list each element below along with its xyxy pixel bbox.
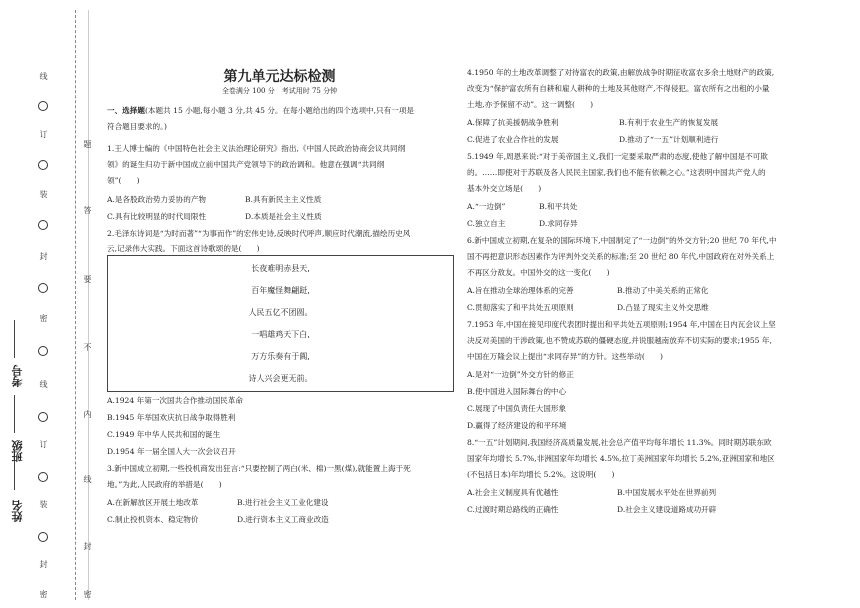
q3-option-d[interactable]: D.进行资本主义工商业改造 (237, 515, 329, 524)
poem-line: 万方乐奏有于阗, (251, 352, 310, 361)
binding-char: 装 (39, 190, 48, 198)
page-subtitle: 全卷满分 100 分 考试用时 75 分钟 (221, 87, 338, 95)
q4-option-a[interactable]: A.保障了抗美援朝战争胜利 (467, 118, 559, 127)
q1-option-d[interactable]: D.本质是社会主义性质 (245, 212, 322, 221)
binding-char: 封 (83, 542, 92, 550)
binding-char: 订 (39, 130, 48, 138)
binding-char: 线 (39, 380, 48, 388)
q5-stem: 基本外交立场是( ) (467, 184, 542, 193)
binding-char: 封 (39, 560, 48, 568)
q3-option-a[interactable]: A.在新解放区开展土地改革 (107, 498, 199, 507)
q5-stem: 的。……即使对于苏联及各人民民主国家,我们也不能有依赖之心。”这表明中国共产党人的 (467, 168, 766, 177)
binding-hole (38, 472, 48, 482)
q4-option-c[interactable]: C.促进了农业合作社的发展 (467, 135, 559, 144)
poem-line: 长夜难明赤县天, (251, 264, 310, 273)
binding-dashed-line (75, 10, 76, 600)
q8-option-a[interactable]: A.社会主义制度具有优越性 (467, 488, 559, 497)
binding-char: 装 (39, 500, 48, 508)
q2-option-c[interactable]: C.1949 年中华人民共和国的诞生 (107, 430, 221, 439)
q1-option-c[interactable]: C.具有比较明显的时代局限性 (107, 212, 207, 221)
page-title: 第九单元达标检测 (223, 69, 336, 85)
binding-margin (0, 0, 90, 608)
q4-option-b[interactable]: B.有利于农业生产的恢复发展 (619, 118, 719, 127)
section-intro-text: (本题共 15 小题,每小题 3 分,共 45 分。在每小题给出的四个选项中,只有一项是 (144, 106, 415, 115)
name-field-label: 姓名 (11, 500, 24, 522)
q8-stem: (不包括日本)年均增长 5.2%。这说明( ) (467, 470, 615, 479)
q1-option-b[interactable]: B.具有新民主主义性质 (245, 195, 322, 204)
q5-option-a[interactable]: A.“一边倒” (467, 202, 506, 211)
q4-stem: 改变为“保护富农所有自耕和雇人耕种的土地及其他财产,不得侵犯。富农所有之出租的小量 (467, 84, 770, 93)
q7-option-d[interactable]: D.赢得了经济建设的和平环境 (467, 421, 567, 430)
q8-option-b[interactable]: B.中国发展水平处在世界前列 (617, 488, 717, 497)
section-intro-line2: 符合题目要求的。) (107, 122, 167, 131)
q6-option-d[interactable]: D.凸显了现实主义外交思维 (617, 303, 709, 312)
q4-stem: 土地,亦予保留不动”。这一调整( ) (467, 100, 594, 109)
q8-stem: 8.“一五”计划期间,我国经济高质量发展,社会总产值平均每年增长 11.3%。同时期苏联东欧 (467, 438, 772, 447)
q1-stem: 领》的诞生归功于新中国成立前中国共产党领导下的政治调和。他意在强调“共同纲 (107, 160, 385, 169)
q7-stem: 7.1953 年,中国在接见印度代表团时提出和平共处五项原则;1954 年,中国在日内瓦会议上坚 (467, 320, 776, 329)
binding-char: 答 (83, 206, 92, 214)
binding-char: 内 (83, 410, 92, 418)
binding-hole (38, 101, 48, 111)
binding-char: 密 (39, 590, 48, 598)
q7-stem: 决反对美国的干涉政策,也不赞成苏联的僵硬态度,并说服越南放弃不切实际的要求;1955 年, (467, 336, 772, 345)
q5-option-b[interactable]: B.和平共处 (539, 202, 578, 211)
exam-number-field-line[interactable] (14, 320, 15, 358)
class-field-line[interactable] (14, 395, 15, 433)
q2-stem: 2.毛泽东诗词是“为时而著”“为事而作”的宏伟史诗,反映时代呼声,顺应时代潮流,描绘历史风 (107, 229, 411, 238)
q3-option-b[interactable]: B.进行社会主义工业化建设 (237, 498, 329, 507)
binding-char: 不 (83, 343, 92, 351)
q1-stem: 1.王人博士编的《中国特色社会主义法治理论研究》指出,《中国人民政治协商会议共同纲 (107, 144, 406, 153)
binding-char: 密 (83, 590, 92, 598)
class-field-label: 班级 (11, 440, 24, 462)
q6-stem: 不再区分敌友。中国外交的这一变化( ) (467, 268, 610, 277)
binding-hole (38, 220, 48, 230)
q1-option-a[interactable]: A.是各股政治势力妥协的产物 (107, 195, 207, 204)
binding-hole (38, 412, 48, 422)
q2-option-a[interactable]: A.1924 年第一次国共合作推动国民革命 (107, 396, 243, 405)
section-intro (107, 104, 414, 119)
binding-hole (38, 532, 48, 542)
q6-option-c[interactable]: C.贯彻落实了和平共处五项原则 (467, 303, 574, 312)
binding-char: 密 (39, 314, 48, 322)
binding-char: 题 (83, 140, 92, 148)
binding-hole (38, 283, 48, 293)
q5-option-d[interactable]: D.求同存异 (539, 219, 578, 228)
q3-stem: 3.新中国成立初期,一些投机商发出狂言:“只要控制了两白(米、棉)一黑(煤),就能置上海于死 (107, 464, 411, 473)
poem-line: 人民五亿不团圆。 (248, 308, 313, 317)
q4-stem: 4.1950 年的土地改革调整了对待富农的政策,由解放战争时期征收富农多余土地财产的政策, (467, 68, 775, 77)
q2-option-b[interactable]: B.1945 年举国欢庆抗日战争取得胜利 (107, 413, 236, 422)
q2-stem: 云,记录伟大实践。下面这首诗歌颂的是( ) (107, 244, 260, 253)
q6-option-a[interactable]: A.旨在推动全球治理体系的完善 (467, 286, 574, 295)
q5-option-c[interactable]: C.独立自主 (467, 219, 506, 228)
exam-number-field-label: 考号 (11, 365, 24, 387)
q4-option-d[interactable]: D.推动了“一五”计划顺利进行 (619, 135, 719, 144)
poem-line: 诗人兴会更无前。 (248, 374, 313, 383)
poem-box (107, 255, 454, 392)
q5-stem: 5.1949 年,周恩来说:“对于美帝国主义,我们一定要采取严肃的态度,使他了解中国是不可欺 (467, 152, 768, 161)
poem-line: 一唱雄鸡天下白, (251, 330, 310, 339)
poem-line: 百年魔怪舞翩跹, (251, 286, 310, 295)
q8-option-c[interactable]: C.过渡时期总路线的正确性 (467, 505, 559, 514)
q8-option-d[interactable]: D.社会主义建设道路成功开辟 (617, 505, 717, 514)
q7-option-b[interactable]: B.使中国进入国际舞台的中心 (467, 387, 567, 396)
binding-char: 线 (39, 72, 48, 80)
binding-char: 要 (83, 275, 92, 283)
binding-hole (38, 346, 48, 356)
section-heading: 一、选择题 (107, 106, 145, 115)
q3-stem: 地。”为此,人民政府的举措是( ) (107, 480, 222, 489)
q6-option-b[interactable]: B.推动了中美关系的正常化 (617, 286, 709, 295)
binding-char: 封 (39, 252, 48, 260)
q2-option-d[interactable]: D.1954 年一届全国人大一次会议召开 (107, 447, 236, 456)
q6-stem: 国不再把意识形态因素作为评判外交关系的标准;至 20 世纪 80 年代,中国政府在对外关系上 (467, 252, 775, 261)
binding-hole (38, 160, 48, 170)
q8-stem: 国家年均增长 5.7%,非洲国家年均增长 4.5%,拉丁美洲国家年均增长 5.2%,亚洲国家和地区 (467, 454, 775, 463)
q6-stem: 6.新中国成立初期,在复杂的国际环境下,中国制定了“一边倒”的外交方针;20 世纪 70 年代,中 (467, 236, 777, 245)
binding-char: 线 (83, 475, 92, 483)
binding-solid-line (88, 10, 89, 600)
q7-option-a[interactable]: A.是对“一边倒”外交方针的修正 (467, 370, 574, 379)
q7-option-c[interactable]: C.展现了中国负责任大国形象 (467, 404, 567, 413)
q1-stem: 领”( ) (107, 176, 140, 185)
q3-option-c[interactable]: C.制止投机资本、稳定物价 (107, 515, 199, 524)
binding-char: 订 (39, 440, 48, 448)
q7-stem: 中国在万隆会议上提出“求同存异”的方针。这些举动( ) (467, 352, 663, 361)
